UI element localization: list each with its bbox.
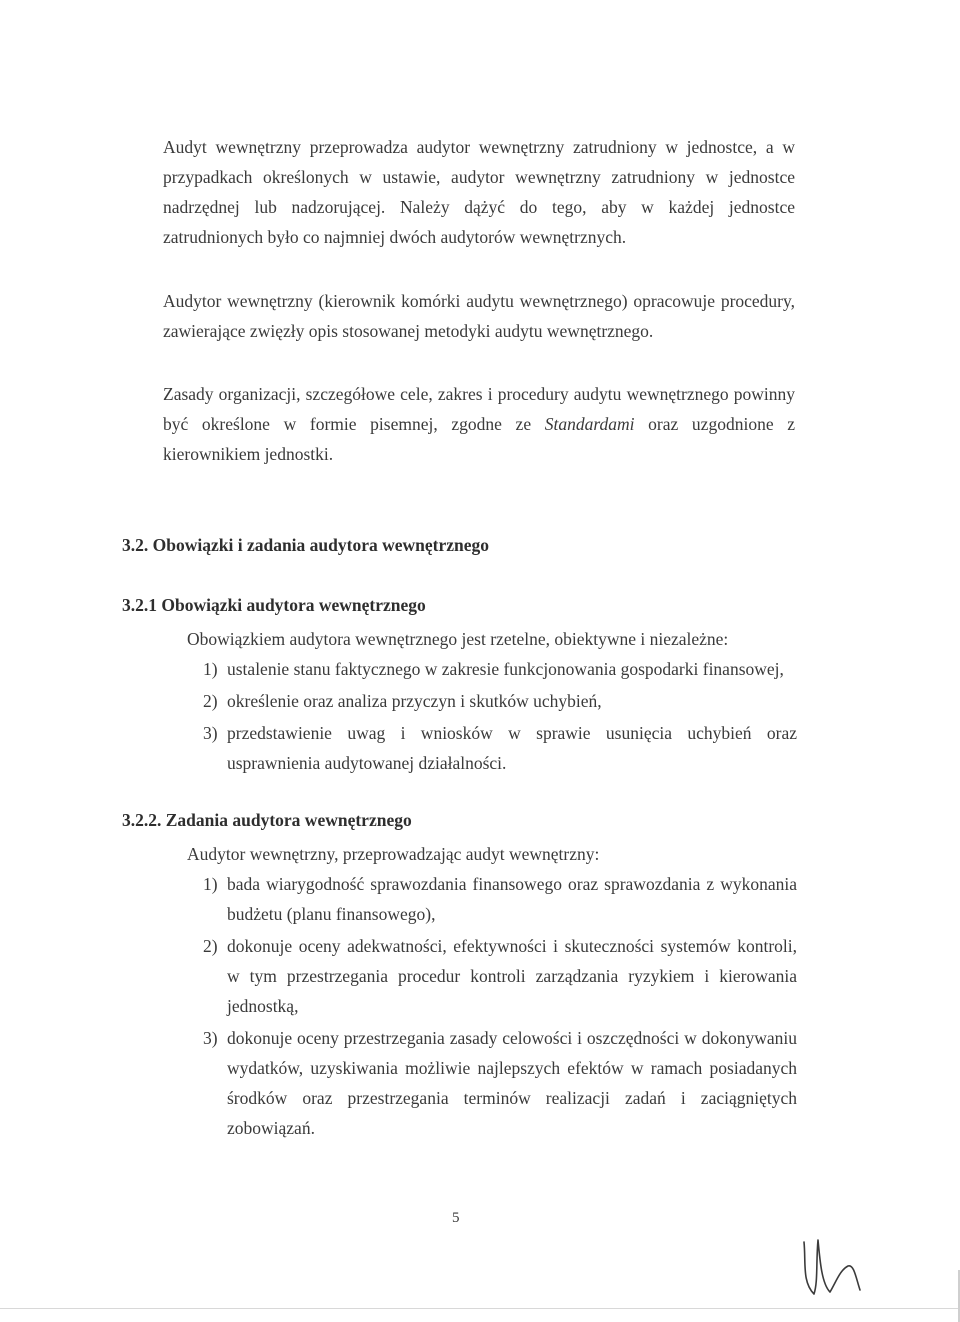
section-heading-3-2-2: 3.2.2. Zadania audytora wewnętrznego — [122, 810, 412, 830]
list-item — [187, 1023, 797, 1143]
duties-list — [187, 654, 797, 780]
paragraph-auditor-employment: Audyt wewnętrzny przeprowadza audytor wewnętrzny zatrudniony w jednostce, a w przypadkach określonych w ustawie, audytor wewnętrzny zatrudniony w jednostce nadrzędnej lub nadzorującej. Należy dążyć do tego, aby w każdej jednostce zatrudnionych było co najmniej dwóch audytorów wewnętrznych. — [163, 137, 795, 247]
list-item-text: bada wiarygodność sprawozdania finansowego oraz sprawozdania z wykonania budżetu (planu finansowego), — [227, 874, 797, 924]
list-item-text: dokonuje oceny przestrzegania zasady celowości i oszczędności w dokonywaniu wydatków, uzyskiwania możliwie najlepszych efektów w ramach posiadanych środków oraz przestrzegania terminów realizacji zadań i zaciągniętych zobowiązań. — [227, 1028, 797, 1138]
list-item-text: ustalenie stanu faktycznego w zakresie funkcjonowania gospodarki finansowej, — [227, 659, 784, 679]
list-item-number: 2) — [203, 936, 218, 956]
list-item-number: 2) — [203, 691, 218, 711]
list-item — [187, 718, 797, 778]
signature-icon — [796, 1222, 876, 1302]
list-item — [187, 654, 797, 684]
paragraph-auditor-procedures: Audytor wewnętrzny (kierownik komórki audytu wewnętrznego) opracowuje procedury, zawierające zwięzły opis stosowanej metodyki audytu wewnętrznego. — [163, 291, 795, 341]
list-item-number: 3) — [203, 1028, 218, 1048]
tasks-list — [187, 869, 797, 1145]
tasks-intro: Audytor wewnętrzny, przeprowadzając audyt wewnętrzny: — [187, 844, 600, 864]
paragraph-audit-rules-part1: Zasady organizacji, szczegółowe cele, zakres i procedury audytu wewnętrznego powinny być określone w formie pisemnej, zgodne ze — [163, 384, 795, 434]
list-item — [187, 686, 797, 716]
standards-term: Standardami — [544, 414, 635, 434]
list-item-number: 1) — [203, 659, 218, 679]
paragraph-audit-rules — [163, 379, 795, 469]
list-item-text: określenie oraz analiza przyczyn i skutków uchybień, — [227, 691, 602, 711]
list-item — [187, 869, 797, 929]
paragraph-audit-rules-part2: oraz uzgodnione z kierownikiem jednostki. — [163, 414, 795, 464]
list-item-text: przedstawienie uwag i wniosków w sprawie usunięcia uchybień oraz usprawnienia audytowanej działalności. — [227, 723, 797, 773]
list-item-number: 3) — [203, 723, 218, 743]
section-heading-3-2: 3.2. Obowiązki i zadania audytora wewnętrznego — [122, 535, 490, 555]
list-item-text: dokonuje oceny adekwatności, efektywności i skuteczności systemów kontroli, w tym przestrzegania procedur kontroli zarządzania ryzykiem i kierowania jednostką, — [227, 936, 797, 1016]
list-item-number: 1) — [203, 874, 218, 894]
page-bottom-line — [0, 1308, 960, 1309]
duties-intro: Obowiązkiem audytora wewnętrznego jest rzetelne, obiektywne i niezależne: — [187, 629, 729, 649]
section-heading-3-2-1: 3.2.1 Obowiązki audytora wewnętrznego — [122, 595, 426, 615]
list-item — [187, 931, 797, 1021]
page-number: 5 — [452, 1210, 460, 1226]
